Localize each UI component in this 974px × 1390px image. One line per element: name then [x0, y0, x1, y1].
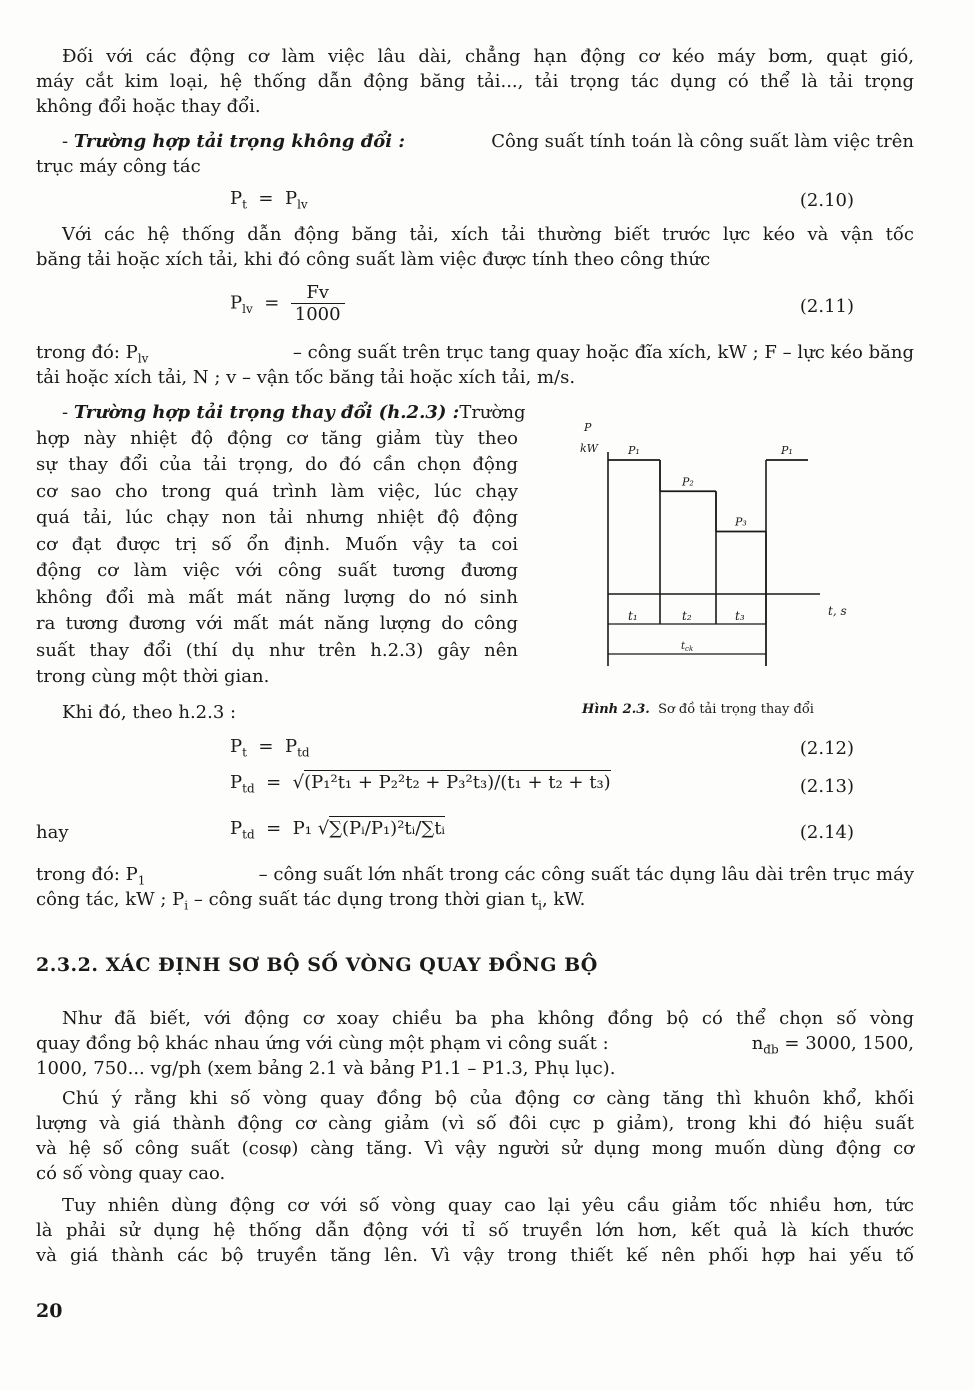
equation-number-2-12: (2.12): [799, 738, 854, 759]
cycle-label: $t_{ck}$: [681, 641, 694, 653]
paragraph-8-line-1: Như đã biết, với động cơ xoay chiều ba pha không đồng bộ có thể chọn số vòng: [62, 1008, 914, 1029]
paragraph-2-line-1: [62, 131, 914, 152]
paragraph-4-line-2: tải hoặc xích tải, N ; v – vận tốc băng tải hoặc xích tải, m/s.: [36, 367, 576, 388]
paragraph-5-line-3: sự thay đổi của tải trọng, do đó cần chọn động: [36, 454, 518, 475]
paragraph-7-line-1: trong đó: $P_1$ – công suất lớn nhất trong các công suất tác dụng lâu dài trên trục máy: [36, 864, 914, 888]
period-label: t₂: [682, 609, 692, 623]
segment-label: P₃: [735, 515, 747, 529]
load-diagram: [570, 410, 860, 700]
equation-number-2-14: (2.14): [799, 822, 854, 843]
equation-number-2-11: (2.11): [799, 296, 854, 317]
equation-2-13: $P_{td} = √(P_1^2t_1 + P_2^2t_2 + P_3^2t_3)/(t_1 + t_2 + t_3)$: [230, 772, 611, 796]
paragraph-9-line-1: Chú ý rằng khi số vòng quay đồng bộ của động cơ càng tăng thì khuôn khổ, khối: [62, 1088, 914, 1109]
paragraph-5-line-8: không đổi mà mất mát năng lượng do nó sinh: [36, 587, 518, 608]
paragraph-10-line-1: Tuy nhiên dùng động cơ với số vòng quay cao lại yêu cầu giảm tốc nhiều hơn, tức: [62, 1195, 914, 1216]
paragraph-6: Khi đó, theo h.2.3 :: [62, 702, 237, 723]
paragraph-1-line-3: không đổi hoặc thay đổi.: [36, 96, 261, 117]
period-label: t₁: [628, 609, 638, 623]
paragraph-8-line-2: quay đồng bộ khác nhau ứng với cùng một phạm vi công suất : $n_{đb} = 3000$, 1500,: [36, 1033, 914, 1057]
paragraph-3-line-2: băng tải hoặc xích tải, khi đó công suất làm việc được tính theo công thức: [36, 249, 711, 270]
segment-label: P₁: [781, 444, 793, 457]
equation-2-12: $P_t = P_{td}$: [230, 736, 310, 760]
equation-2-10: $P_t = P_{lv}$: [230, 188, 308, 212]
paragraph-5-line-1: - Trường hợp tải trọng thay đổi (h.2.3) : Trường: [62, 402, 526, 423]
figure-caption: Hình 2.3. Sơ đồ tải trọng thay đổi: [582, 702, 814, 717]
segment-label: P₁: [628, 444, 640, 457]
paragraph-5-line-2: hợp này nhiệt độ động cơ tăng giảm tùy theo: [36, 428, 518, 449]
x-axis-label: t, s: [828, 604, 847, 618]
fraction: $\frac{Fv}{1000}$: [291, 282, 345, 325]
page-number: 20: [36, 1300, 63, 1322]
segment-labels: [627, 444, 793, 528]
paragraph-9-line-2: lượng và giá thành động cơ càng giảm (vì số đôi cực p giảm), trong khi đó hiệu suất: [36, 1113, 914, 1134]
segment-label: P₂: [682, 475, 694, 489]
paragraph-5-line-5: quá tải, lúc chạy non tải nhưng nhiệt độ động: [36, 507, 518, 528]
paragraph-10-line-2: là phải sử dụng hệ thống dẫn động với tỉ số truyền lớn hơn, kết quả là kích thước: [36, 1220, 914, 1241]
paragraph-2-line-2: trục máy công tác: [36, 156, 201, 177]
paragraph-8-line-3: 1000, 750... vg/ph (xem bảng 2.1 và bảng P1.1 – P1.3, Phụ lục).: [36, 1058, 616, 1079]
equation-number-2-10: (2.10): [799, 190, 854, 211]
paragraph-7-line-2: công tác, kW ; $P_i$ – công suất tác dụng trong thời gian $t_i$, kW.: [36, 889, 586, 913]
paragraph-4-line-1: trong đó: $P_{lv}$ – công suất trên trục tang quay hoặc đĩa xích, kW ; F – lực kéo băng: [36, 342, 914, 366]
y-axis-label: P: [584, 421, 592, 434]
paragraph-9-line-3: và hệ số công suất (cosφ) càng tăng. Vì vậy người sử dụng mong muốn dùng động cơ: [36, 1138, 914, 1159]
paragraph-5-line-10: suất thay đổi (thí dụ như trên h.2.3) gây nên: [36, 640, 518, 661]
paragraph-5-line-4: cơ sao cho trong quá trình làm việc, lúc chạy: [36, 481, 518, 502]
paragraph-1-line-2: máy cắt kim loại, hệ thống dẫn động băng tải..., tải trọng tác dụng có thể là tải trọng: [36, 71, 914, 92]
paragraph-2-rest: Công suất tính toán là công suất làm việc trên: [491, 131, 914, 152]
equation-2-14: $P_{td} = P_1$ √∑(Pᵢ/P₁)²tᵢ/∑tᵢ: [230, 818, 446, 842]
hay-label: hay: [36, 822, 69, 843]
paragraph-5-line-11: trong cùng một thời gian.: [36, 666, 270, 687]
paragraph-9-line-4: có số vòng quay cao.: [36, 1163, 226, 1184]
paragraph-10-line-3: và giá thành các bộ truyền tăng lên. Vì vậy trong thiết kế nên phối hợp hai yếu tố: [36, 1245, 914, 1266]
dash: -: [62, 131, 69, 152]
period-label: t₃: [735, 609, 745, 623]
paragraph-1-line-1: Đối với các động cơ làm việc lâu dài, chẳng hạn động cơ kéo máy bơm, quạt gió,: [62, 46, 914, 67]
case-title-variable: Trường hợp tải trọng thay đổi (h.2.3) :: [73, 402, 460, 423]
step-series: [608, 460, 808, 666]
paragraph-3-line-1: Với các hệ thống dẫn động băng tải, xích tải thường biết trước lực kéo và vận tốc: [62, 224, 914, 245]
paragraph-5-line-6: cơ đạt được trị số ổn định. Muốn vậy ta coi: [36, 534, 518, 555]
paragraph-5-line-9: ra tương đương với mất mát năng lượng do công: [36, 613, 518, 634]
case-title-constant: Trường hợp tải trọng không đổi :: [73, 131, 406, 152]
y-axis-unit: kW: [580, 442, 598, 455]
section-heading: 2.3.2. XÁC ĐỊNH SƠ BỘ SỐ VÒNG QUAY ĐỒNG BỘ: [36, 954, 598, 976]
time-dimension-lines: [608, 609, 766, 666]
paragraph-5-line-7: động cơ làm việc với công suất tương đương: [36, 560, 518, 581]
equation-2-11: $P_{lv}$ = $\frac{Fv}{1000}$: [230, 282, 345, 325]
equation-number-2-13: (2.13): [799, 776, 854, 797]
